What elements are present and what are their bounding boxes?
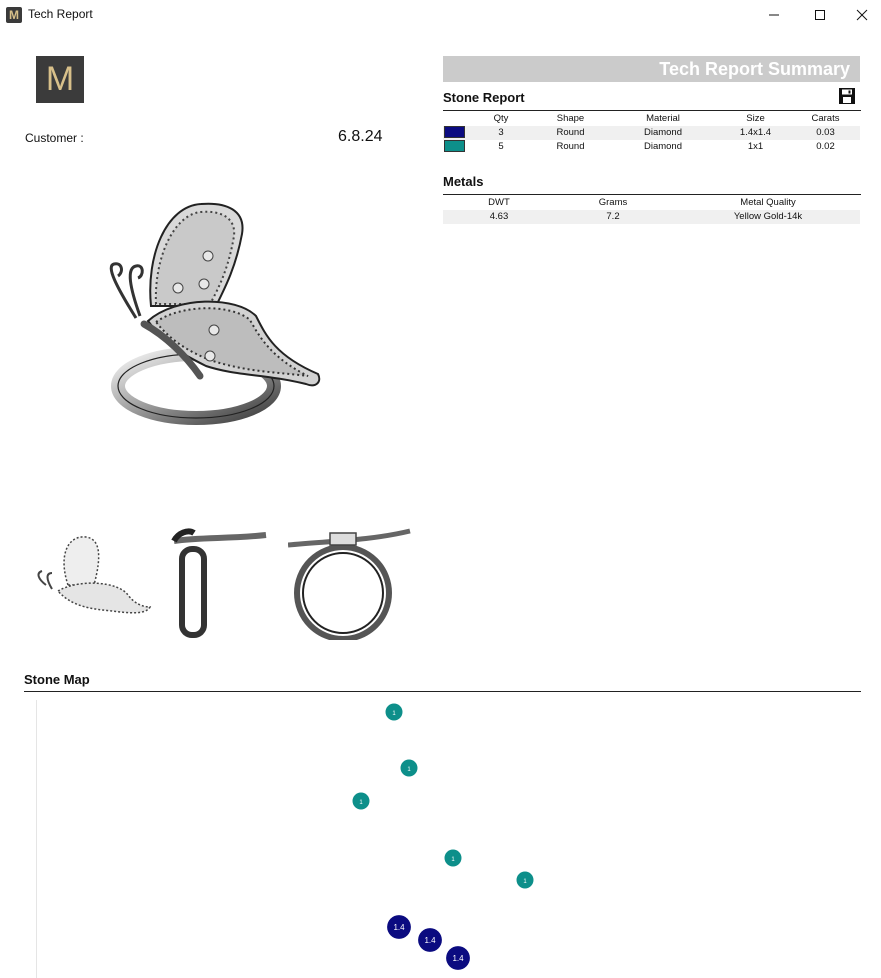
stone-marker bbox=[353, 793, 370, 810]
logo-letter: M bbox=[45, 60, 75, 98]
ring-view-side bbox=[28, 515, 152, 640]
stone-size-label: 1.4 bbox=[452, 954, 464, 963]
col-material: Material bbox=[646, 113, 680, 124]
stone-map-heading: Stone Map bbox=[24, 672, 90, 687]
stone-report-rule bbox=[443, 110, 861, 111]
stone-report-table bbox=[443, 112, 860, 154]
stone-size-label: 1 bbox=[407, 767, 411, 773]
col-grams: Grams bbox=[598, 197, 628, 208]
col-shape: Shape bbox=[556, 113, 585, 124]
maximize-icon bbox=[814, 9, 826, 21]
stone-size: 1.4x1.4 bbox=[739, 127, 772, 138]
stone-material: Diamond bbox=[643, 141, 683, 152]
minimize-icon bbox=[768, 9, 780, 21]
metal-grams: 7.2 bbox=[606, 211, 620, 222]
stone-marker bbox=[387, 915, 411, 939]
table-header-row bbox=[443, 196, 860, 210]
ring-render-main bbox=[96, 196, 328, 432]
stone-size: 1x1 bbox=[747, 141, 764, 152]
stone-marker bbox=[386, 704, 403, 721]
summary-header bbox=[443, 56, 860, 82]
customer-value: 6.8.24 bbox=[338, 128, 383, 145]
stone-marker bbox=[517, 872, 534, 889]
stone-shape: Round bbox=[556, 127, 585, 138]
stone-size-label: 1 bbox=[523, 879, 527, 885]
col-qty: Qty bbox=[493, 113, 509, 124]
title-bar bbox=[0, 0, 881, 30]
stone-qty: 3 bbox=[498, 127, 504, 138]
ring-view-top bbox=[288, 515, 412, 640]
stone-carats: 0.02 bbox=[816, 141, 835, 152]
table-row bbox=[443, 140, 860, 154]
window-title: Tech Report bbox=[28, 7, 93, 21]
table-row bbox=[443, 126, 860, 140]
stone-shape: Round bbox=[556, 141, 585, 152]
close-button[interactable] bbox=[843, 0, 881, 30]
close-icon bbox=[856, 9, 868, 21]
metal-quality: Yellow Gold-14k bbox=[733, 211, 803, 222]
metal-dwt: 4.63 bbox=[489, 211, 509, 222]
stone-marker bbox=[445, 850, 462, 867]
save-icon[interactable] bbox=[838, 87, 856, 105]
summary-title: Tech Report Summary bbox=[659, 59, 850, 79]
stone-color-swatch bbox=[444, 140, 465, 152]
metals-heading: Metals bbox=[443, 174, 484, 189]
stone-qty: 5 bbox=[498, 141, 504, 152]
app-icon-letter: M bbox=[9, 8, 19, 22]
stone-size-label: 1 bbox=[359, 800, 363, 806]
stone-marker bbox=[446, 946, 470, 970]
col-dwt: DWT bbox=[488, 197, 510, 208]
customer-label: Customer : bbox=[25, 131, 84, 145]
metals-table bbox=[443, 196, 860, 224]
metals-rule bbox=[443, 194, 861, 195]
stone-size-label: 1 bbox=[451, 857, 455, 863]
app-icon bbox=[6, 7, 22, 23]
stone-map-canvas bbox=[24, 692, 861, 978]
stone-marker bbox=[401, 760, 418, 777]
ring-view-front bbox=[160, 515, 284, 640]
maximize-button[interactable] bbox=[797, 0, 843, 30]
minimize-button[interactable] bbox=[751, 0, 797, 30]
col-size: Size bbox=[746, 113, 765, 124]
company-logo bbox=[36, 56, 84, 103]
stone-size-label: 1 bbox=[392, 711, 396, 717]
col-carats: Carats bbox=[811, 113, 840, 124]
stone-color-swatch bbox=[444, 126, 465, 138]
table-row bbox=[443, 210, 860, 224]
table-header-row bbox=[443, 112, 860, 126]
stone-report-heading: Stone Report bbox=[443, 90, 525, 105]
stone-marker bbox=[418, 928, 442, 952]
stone-size-label: 1.4 bbox=[424, 936, 436, 945]
stone-material: Diamond bbox=[643, 127, 683, 138]
col-metal-quality: Metal Quality bbox=[740, 197, 796, 208]
stone-size-label: 1.4 bbox=[393, 923, 405, 932]
stone-carats: 0.03 bbox=[816, 127, 835, 138]
